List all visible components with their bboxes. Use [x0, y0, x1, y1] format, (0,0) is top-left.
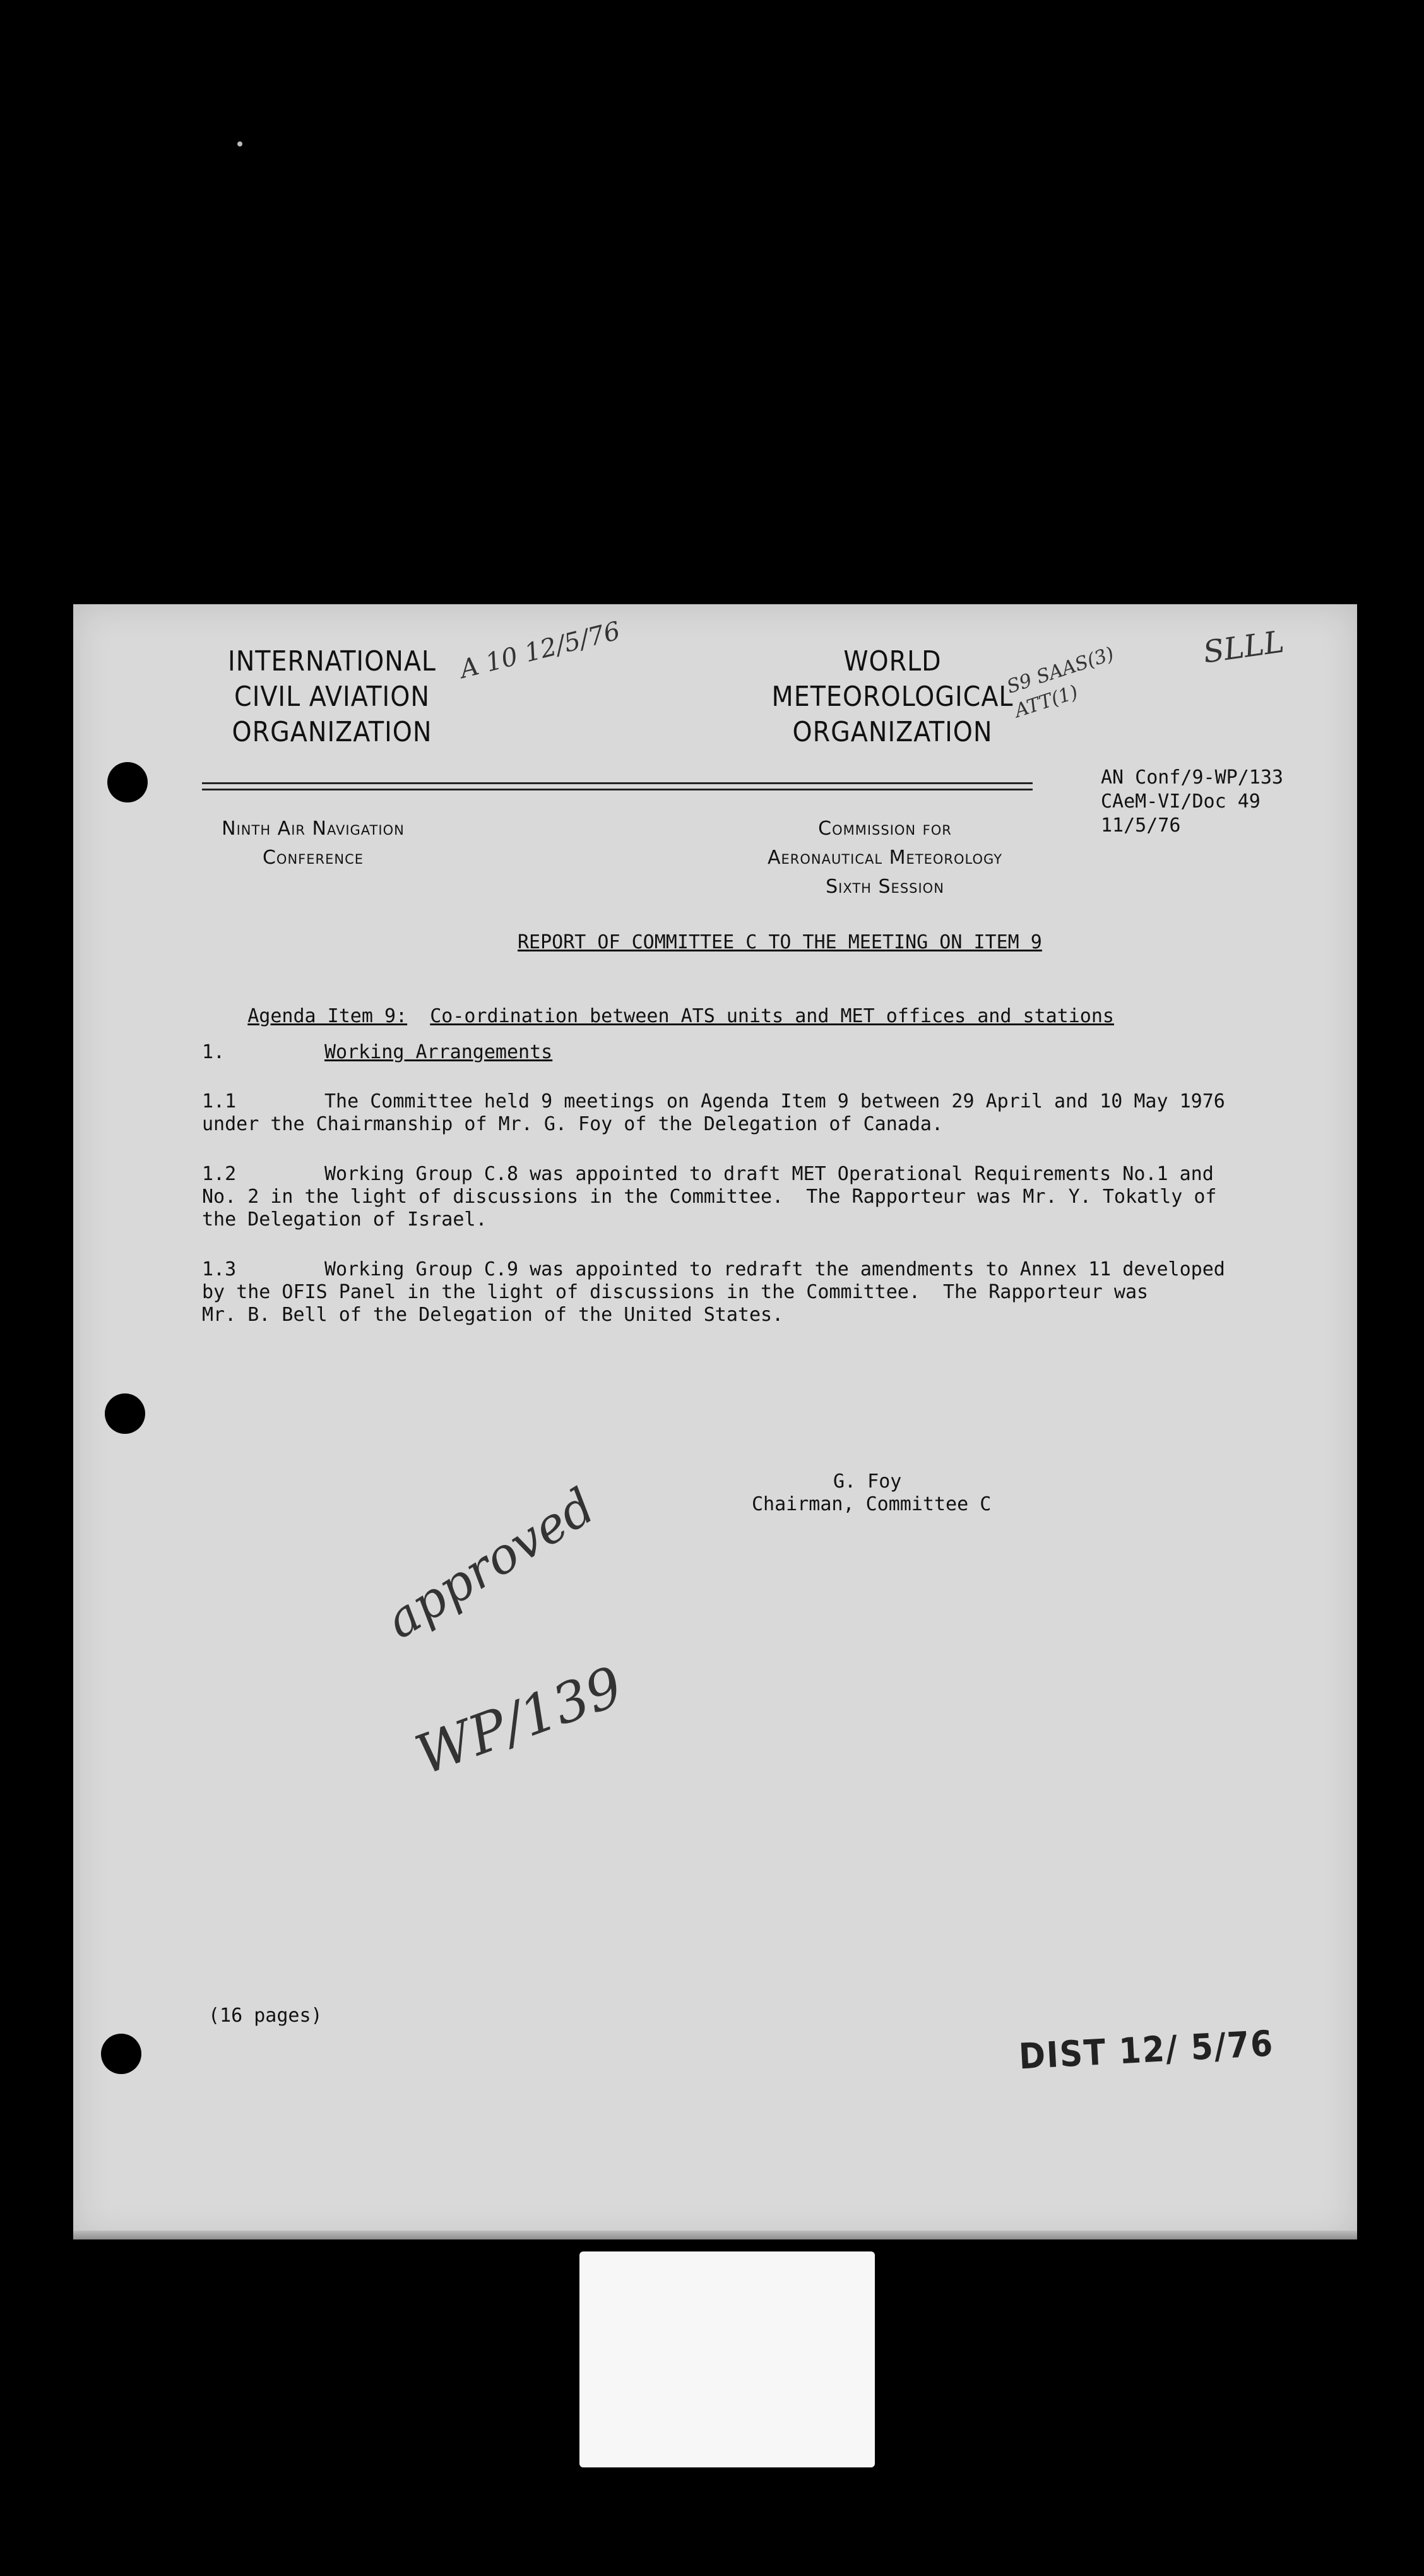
handwritten-date: A 10 12/5/76 [457, 616, 624, 684]
punch-hole-bottom [101, 2034, 141, 2074]
distribution-stamp: DIST 12/ 5/76 [1018, 2023, 1275, 2078]
conference-icao: Ninth Air Navigation Conference [222, 818, 405, 869]
header-rule-top [202, 782, 1033, 784]
paragraph-1-1 [202, 1090, 1363, 1136]
agenda-text: Co-ordination between ATS units and MET offices and stations [430, 1005, 1114, 1027]
pages-note: (16 pages) [208, 2005, 323, 2027]
paragraph-1-2 [202, 1163, 1363, 1231]
report-title: REPORT OF COMMITTEE C TO THE MEETING ON ITEM 9 [518, 931, 1042, 953]
signature-name: G. Foy [833, 1470, 902, 1493]
section-number: 1. [202, 1041, 225, 1063]
paragraph-text: Working Group C.9 was appointed to redraft the amendments to Annex 11 developed [324, 1258, 1225, 1280]
punch-hole-top [107, 762, 148, 802]
paragraph-1-3 [202, 1258, 1363, 1327]
speck [237, 141, 242, 146]
paragraph-text: Working Group C.8 was appointed to draft MET Operational Requirements No.1 and [324, 1163, 1214, 1185]
blank-card [579, 2251, 875, 2467]
paragraph-text: The Committee held 9 meetings on Agenda Item 9 between 29 April and 10 May 1976 [324, 1090, 1225, 1112]
paragraph-text-cont: under the Chairmanship of Mr. G. Foy of the Delegation of Canada. [202, 1113, 943, 1135]
signature-title: Chairman, Committee C [752, 1493, 992, 1515]
org-name-icao: INTERNATIONAL CIVIL AVIATION ORGANIZATION [228, 645, 436, 748]
document-page [73, 604, 1357, 2239]
header-rule-bottom [202, 789, 1033, 790]
ref-line: AN Conf/9-WP/133 [1101, 766, 1283, 789]
paragraph-number: 1.1 [202, 1090, 237, 1112]
paragraph-number: 1.2 [202, 1163, 237, 1185]
paragraph-number: 1.3 [202, 1258, 237, 1280]
ref-line: 11/5/76 [1101, 814, 1181, 837]
conference-wmo: Commission for Aeronautical Meteorology Sixth Session [767, 818, 1003, 898]
agenda-line [202, 983, 1114, 1049]
paragraph-text-cont: No. 2 in the light of discussions in the Committee. The Rapporteur was Mr. Y. Tokatly of the Delegation of Israel. [202, 1186, 1217, 1231]
handwritten-wp-ref: WP/139 [408, 1654, 631, 1787]
handwritten-initials: SLLL [1201, 624, 1286, 671]
handwritten-code: S9 SAAS(3) ATT(1) [1004, 643, 1117, 722]
ref-line: CAeM-VI/Doc 49 [1101, 790, 1261, 813]
org-name-wmo: WORLD METEOROLOGICAL ORGANIZATION [771, 645, 1014, 748]
handwritten-approval: approved [376, 1477, 605, 1650]
punch-hole-middle [105, 1393, 145, 1434]
document-reference [1101, 766, 1283, 838]
paragraph-text-cont: by the OFIS Panel in the light of discussions in the Committee. The Rapporteur was Mr. B. Bell of the Delegation of the United States. [202, 1281, 1149, 1326]
section-title: Working Arrangements [324, 1041, 553, 1063]
page-bottom-edge [73, 2231, 1357, 2239]
agenda-label: Agenda Item 9: [247, 1005, 408, 1027]
